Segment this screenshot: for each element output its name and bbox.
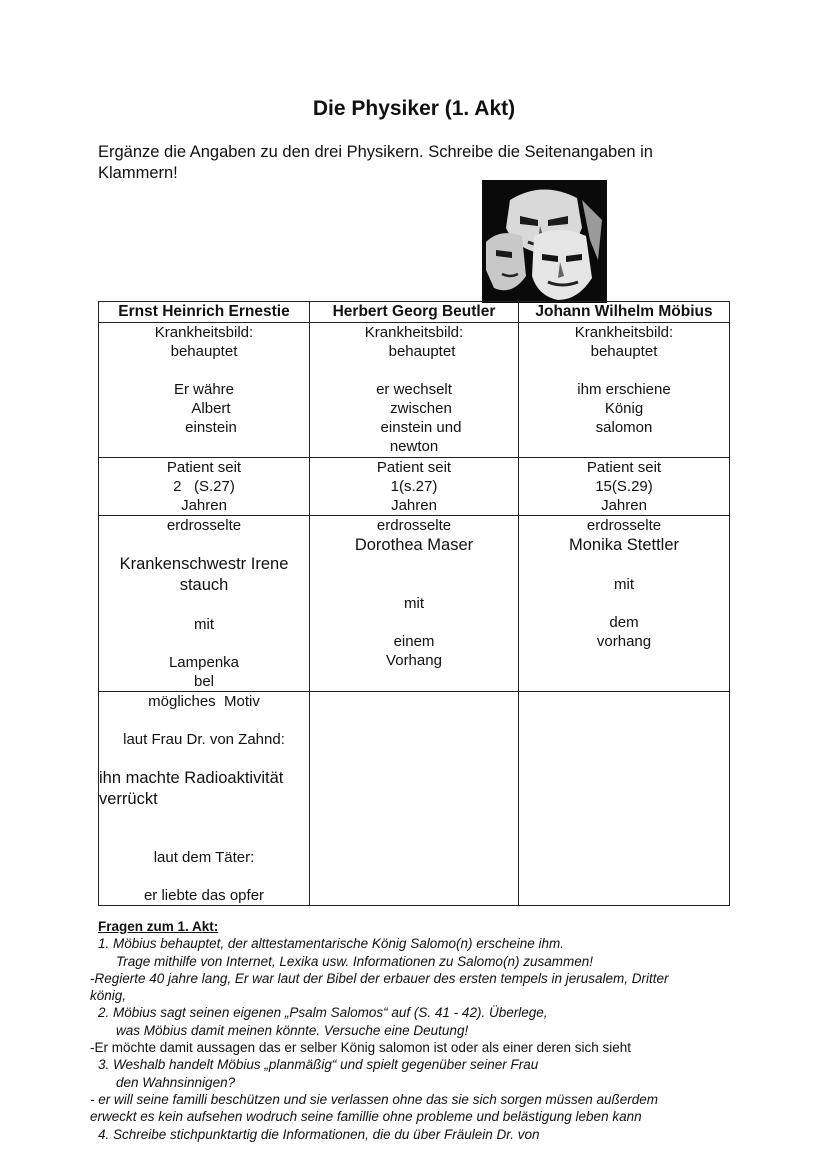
table-row-krankheitsbild bbox=[99, 323, 730, 458]
physicists-table bbox=[98, 301, 730, 906]
table-row-erdrosselte bbox=[99, 516, 730, 692]
cell-answer-line: mit bbox=[614, 576, 634, 593]
cell-answer-line: mit bbox=[194, 616, 214, 633]
answer-1-line-2: könig, bbox=[90, 988, 127, 1004]
cell-answer-line: stauch bbox=[179, 576, 229, 594]
cell-opfer-ernestie bbox=[99, 516, 310, 692]
question-3-line-1: 3. Weshalb handelt Möbius „planmäßig“ und spielt gegenüber seiner Frau bbox=[98, 1057, 539, 1073]
cell-answer-line: Dorothea Maser bbox=[354, 536, 474, 554]
cell-answer-line: einem bbox=[393, 633, 435, 650]
question-1-line-1: 1. Möbius behauptet, der alttestamentarische König Salomo(n) erscheine ihm. bbox=[98, 936, 565, 952]
cell-motiv-ernestie bbox=[99, 692, 310, 906]
cell-label: erdrosselte bbox=[376, 517, 452, 534]
cell-sublabel: behauptet bbox=[590, 343, 658, 360]
questions-heading: Fragen zum 1. Akt: bbox=[98, 919, 219, 934]
cell-label: Krankheitsbild: bbox=[154, 324, 254, 341]
cell-answer-line: 15(S.29) bbox=[595, 478, 653, 495]
cell-unit: Jahren bbox=[601, 497, 647, 514]
cell-answer-line: einstein und bbox=[380, 419, 462, 436]
table-header-row bbox=[99, 302, 730, 323]
cell-krankheitsbild-ernestie bbox=[99, 323, 310, 458]
instruction-text: Ergänze die Angaben zu den drei Physikern. Schreibe die Seitenangaben in Klammern! bbox=[98, 143, 653, 182]
cell-label: Krankheitsbild: bbox=[574, 324, 674, 341]
cell-krankheitsbild-beutler bbox=[310, 323, 519, 458]
cell-answer-line: 2 (S.27) bbox=[173, 478, 235, 495]
cell-sublabel: laut Frau Dr. von Zahnd: bbox=[123, 731, 285, 748]
cell-answer-line: Albert bbox=[191, 400, 231, 417]
answer-3-line-1: - er will seine familli beschützen und sie verlassen ohne das sie sich sorgen müssen außerdem bbox=[90, 1091, 659, 1107]
cell-answer-line: 1(s.27) bbox=[390, 478, 438, 495]
cell-label: Patient seit bbox=[586, 459, 662, 476]
question-4-line-1: 4. Schreibe stichpunktartig die Informationen, die du über Fräulein Dr. von bbox=[98, 1126, 540, 1142]
cell-answer-line: mit bbox=[404, 595, 424, 612]
cell-label: Patient seit bbox=[376, 459, 452, 476]
cell-answer-line: dem bbox=[609, 614, 639, 631]
cell-label: Krankheitsbild: bbox=[364, 324, 464, 341]
cell-sublabel: behauptet bbox=[170, 343, 238, 360]
question-1-line-2: Trage mithilfe von Internet, Lexika usw. Informationen zu Salomo(n) zusammen! bbox=[116, 953, 593, 969]
cell-answer-line: salomon bbox=[595, 419, 653, 436]
cell-answer-line: Er währe bbox=[173, 381, 235, 398]
cell-patient-ernestie bbox=[99, 458, 310, 516]
cell-answer-line: Monika Stettler bbox=[568, 536, 680, 554]
cell-answer-line: newton bbox=[389, 438, 439, 455]
cell-krankheitsbild-moebius bbox=[519, 323, 730, 458]
cell-opfer-moebius bbox=[519, 516, 730, 692]
question-3-line-2: den Wahnsinnigen? bbox=[116, 1074, 236, 1090]
cell-motiv-beutler bbox=[310, 692, 519, 906]
table-row-patient-seit bbox=[99, 458, 730, 516]
cell-answer-line: ihn machte Radioaktivität verrückt bbox=[99, 769, 284, 808]
cell-label: mögliches Motiv bbox=[148, 693, 260, 710]
cell-answer-line: Krankenschwestr Irene bbox=[119, 555, 289, 573]
cell-answer-line: ihm erschiene bbox=[577, 381, 671, 398]
header-ernestie: Ernst Heinrich Ernestie bbox=[99, 302, 310, 323]
cell-label: erdrosselte bbox=[586, 517, 662, 534]
header-moebius: Johann Wilhelm Möbius bbox=[519, 302, 730, 323]
answer-1-line-1: -Regierte 40 jahre lang, Er war laut der Bibel der erbauer des ersten tempels in jerusalem, Dritter bbox=[90, 970, 669, 986]
cell-patient-beutler bbox=[310, 458, 519, 516]
table-row-motiv bbox=[99, 692, 730, 906]
cell-answer-line: bel bbox=[193, 673, 215, 690]
answer-2: -Er möchte damit aussagen das er selber König salomon ist oder als einer deren sich sieht bbox=[90, 1040, 632, 1056]
cell-sublabel: behauptet bbox=[388, 343, 456, 360]
cell-sublabel: laut dem Täter: bbox=[153, 849, 255, 866]
questions-section bbox=[90, 918, 730, 1143]
cell-answer-line: einstein bbox=[185, 419, 237, 436]
cell-label: erdrosselte bbox=[166, 517, 242, 534]
cell-unit: Jahren bbox=[181, 497, 227, 514]
cell-answer-line: Lampenka bbox=[168, 654, 240, 671]
cell-unit: Jahren bbox=[391, 497, 437, 514]
page-title: Die Physiker (1. Akt) bbox=[312, 97, 516, 120]
cell-answer-line: vorhang bbox=[596, 633, 652, 650]
physicists-masks-illustration bbox=[482, 180, 607, 303]
cell-motiv-moebius bbox=[519, 692, 730, 906]
cell-answer-line: er liebte das opfer bbox=[143, 887, 265, 904]
answer-3-line-2: erweckt es kein aufsehen wodruch seine famillie ohne probleme und belästigung leben kann bbox=[90, 1109, 642, 1125]
cell-answer-line: zwischen bbox=[390, 400, 452, 417]
cell-label: Patient seit bbox=[166, 459, 242, 476]
cell-patient-moebius bbox=[519, 458, 730, 516]
question-2-line-2: was Möbius damit meinen könnte. Versuche eine Deutung! bbox=[116, 1022, 469, 1038]
cell-opfer-beutler bbox=[310, 516, 519, 692]
cell-answer-line: König bbox=[604, 400, 644, 417]
cell-answer-line: er wechselt bbox=[376, 381, 452, 398]
question-2-line-1: 2. Möbius sagt seinen eigenen „Psalm Salomos“ auf (S. 41 - 42). Überlege, bbox=[98, 1005, 548, 1021]
cell-answer-line: Vorhang bbox=[386, 652, 442, 669]
header-beutler: Herbert Georg Beutler bbox=[310, 302, 519, 323]
